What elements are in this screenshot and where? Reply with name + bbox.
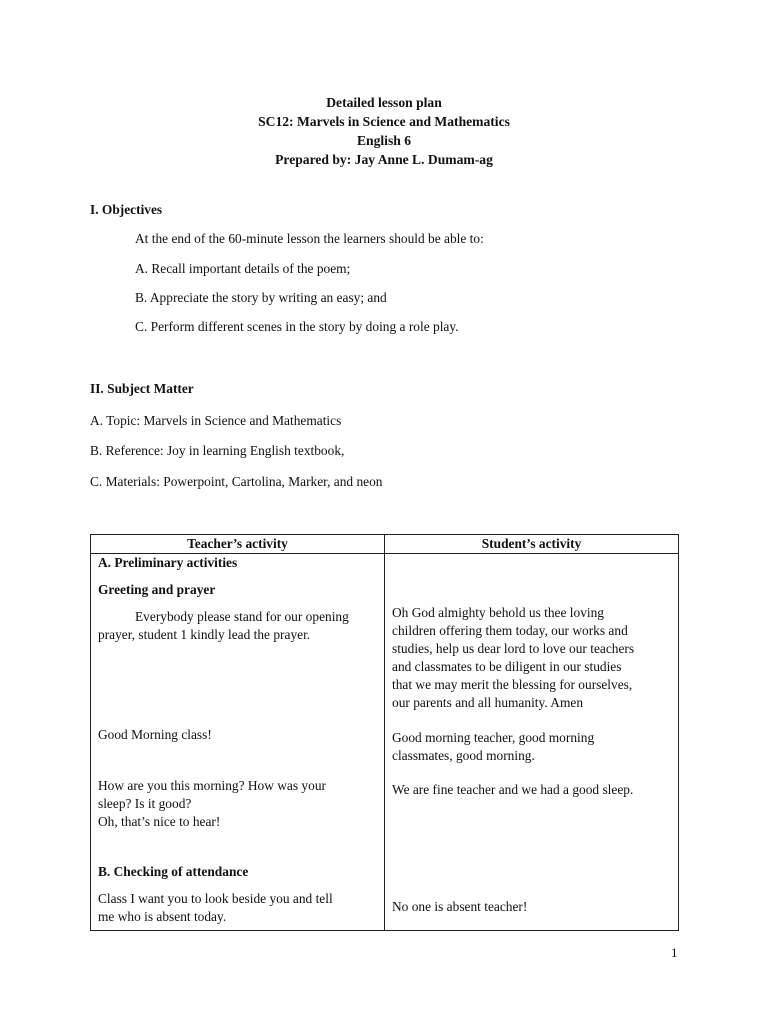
document-title: Detailed lesson plan — [326, 95, 442, 110]
teacher-activity-header: Teacher’s activity — [91, 535, 385, 554]
prayer-text-line: Oh God almighty behold us thee loving — [392, 605, 604, 620]
page-number: 1 — [671, 945, 678, 960]
fine-reply-text: We are fine teacher and we had a good sleep. — [392, 782, 634, 797]
objectives-intro: At the end of the 60-minute lesson the learners should be able to: — [135, 231, 484, 246]
attendance-heading: B. Checking of attendance — [98, 864, 249, 879]
how-are-you-line: sleep? Is it good? — [98, 796, 192, 811]
greeting-reply-line: classmates, good morning. — [392, 748, 535, 763]
how-are-you-line: How are you this morning? How was your — [98, 778, 326, 793]
prayer-text-line: and classmates to be diligent in our studies — [392, 659, 622, 674]
student-activity-cell — [385, 554, 679, 931]
subject-matter-item: B. Reference: Joy in learning English textbook, — [90, 443, 345, 458]
objective-item: A. Recall important details of the poem; — [135, 261, 351, 276]
prayer-text-line: our parents and all humanity. Amen — [392, 695, 584, 710]
absent-reply-text: No one is absent teacher! — [392, 899, 528, 914]
subject-matter-item: C. Materials: Powerpoint, Cartolina, Marker, and neon — [90, 474, 383, 489]
objective-item: C. Perform different scenes in the story by doing a role play. — [135, 319, 459, 334]
prayer-text-line: studies, help us dear lord to love our teachers — [392, 641, 635, 656]
objectives-heading: I. Objectives — [90, 202, 163, 217]
prayer-text-line: that we may merit the blessing for ourselves, — [392, 677, 633, 692]
subject-title: English 6 — [356, 133, 412, 148]
subject-matter-heading: II. Subject Matter — [90, 381, 194, 396]
table-row — [91, 554, 679, 931]
attendance-instruction-line: me who is absent today. — [98, 909, 227, 924]
attendance-instruction-line: Class I want you to look beside you and tell — [98, 891, 333, 906]
prayer-text-line: children offering them today, our works and — [392, 623, 628, 638]
student-activity-header: Student’s activity — [385, 535, 679, 554]
greeting-reply-line: Good morning teacher, good morning — [392, 730, 595, 745]
activity-table — [90, 534, 679, 931]
course-title: SC12: Marvels in Science and Mathematics — [258, 114, 510, 129]
table-header-row — [91, 535, 679, 554]
objective-item: B. Appreciate the story by writing an easy; and — [135, 290, 387, 305]
greeting-prayer-heading: Greeting and prayer — [98, 582, 216, 597]
preliminary-activities-heading: A. Preliminary activities — [98, 555, 238, 570]
nice-to-hear-line: Oh, that’s nice to hear! — [98, 814, 221, 829]
subject-matter-item: A. Topic: Marvels in Science and Mathematics — [90, 413, 342, 428]
prepared-by: Prepared by: Jay Anne L. Dumam-ag — [275, 152, 493, 167]
prayer-instruction-line: Everybody please stand for our opening — [135, 609, 349, 624]
good-morning-text: Good Morning class! — [98, 727, 212, 742]
prayer-instruction-line: prayer, student 1 kindly lead the prayer. — [98, 627, 311, 642]
teacher-activity-cell — [91, 554, 385, 931]
